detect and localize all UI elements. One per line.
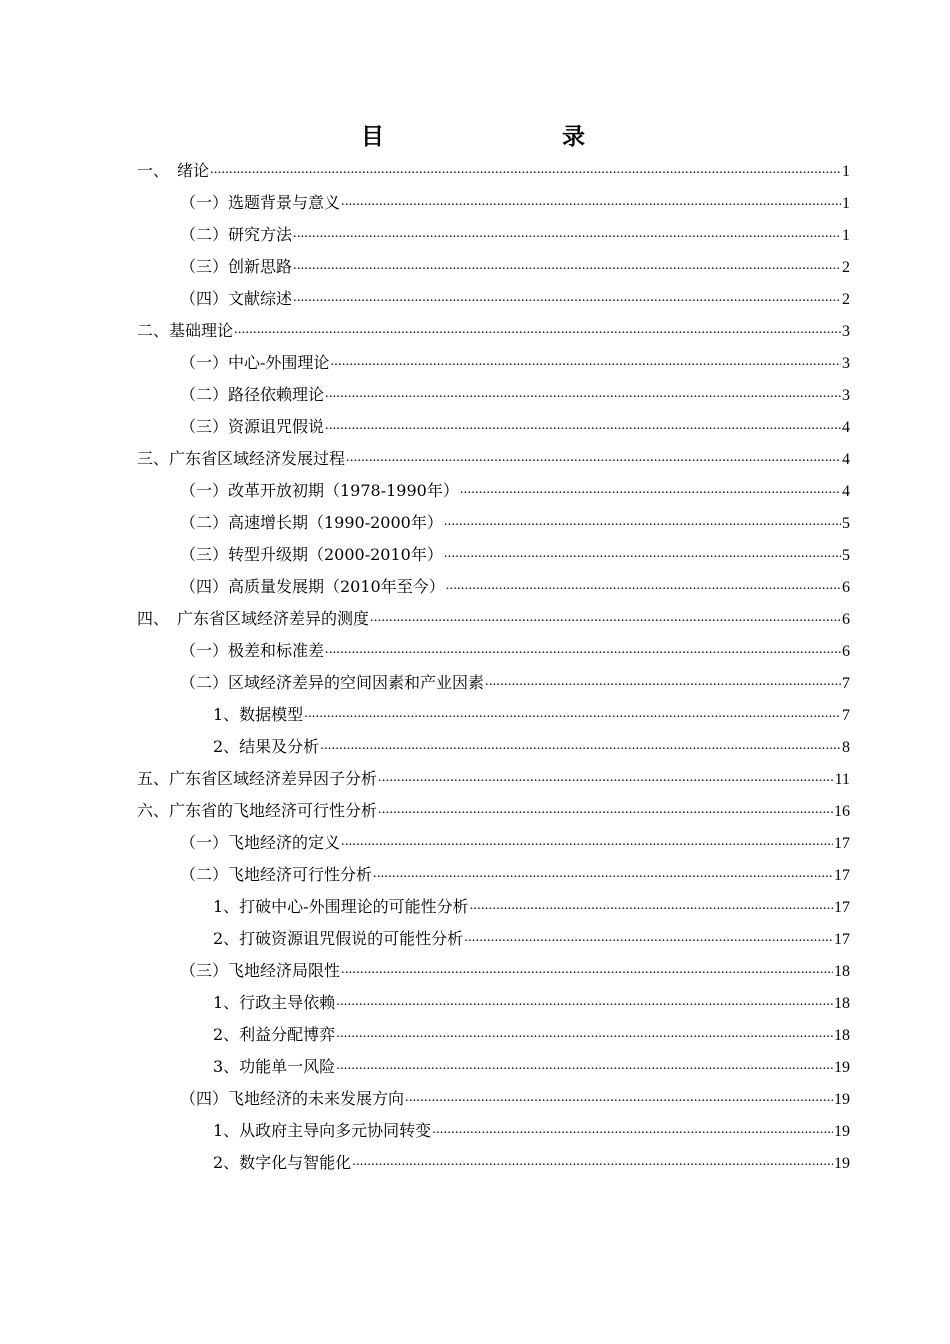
toc-dot-leader [352,1144,833,1178]
toc-entry[interactable] [137,955,850,987]
toc-dot-leader [320,728,841,762]
toc-entry-title: （三）飞地经济局限性 [180,961,341,980]
toc-entry[interactable] [137,251,850,283]
toc-dot-leader [330,344,841,378]
toc-dot-leader [373,856,833,890]
toc-dot-leader [341,184,841,218]
toc-entry-title: 1、从政府主导向多元协同转变 [213,1121,432,1140]
toc-entry-page-number: 17 [834,835,850,852]
toc-entry-page-number: 4 [842,419,850,436]
toc-dot-leader [336,984,833,1018]
toc-entry[interactable] [137,571,850,603]
toc-entry[interactable] [137,987,850,1019]
toc-dot-leader [336,1048,833,1082]
toc-entry-page-number: 17 [834,867,850,884]
toc-entry[interactable] [137,795,850,827]
toc-dot-leader [325,632,841,666]
toc-dot-leader [444,504,841,538]
toc-entry-title: （三）创新思路 [180,257,293,276]
toc-entry[interactable] [137,827,850,859]
toc-entry-page-number: 6 [842,579,850,596]
toc-dot-leader [405,1080,833,1114]
toc-entry-title: 2、结果及分析 [213,737,320,756]
toc-entry-page-number: 1 [842,227,850,244]
toc-dot-leader [341,824,833,858]
toc-entry-title: （三）资源诅咒假说 [180,417,325,436]
toc-dot-leader [346,440,841,474]
toc-entry-page-number: 19 [834,1155,850,1172]
toc-entry-title: 2、利益分配博弈 [213,1025,336,1044]
toc-entry[interactable] [137,443,850,475]
toc-entry[interactable] [137,667,850,699]
toc-entry-title: 1、数据模型 [213,705,304,724]
toc-entry-title: （一）极差和标准差 [180,641,325,660]
toc-dot-leader [293,280,841,314]
toc-dot-leader [460,472,841,506]
toc-entry-page-number: 11 [834,771,850,788]
toc-entry[interactable] [137,891,850,923]
toc-dot-leader [444,536,841,570]
toc-entry-page-number: 6 [842,643,850,660]
toc-entry-title: （二）路径依赖理论 [180,385,325,404]
toc-dot-leader [341,952,833,986]
toc-entry[interactable] [137,763,850,795]
toc-entry-page-number: 18 [834,995,850,1012]
toc-entry-page-number: 18 [834,963,850,980]
toc-entry[interactable] [137,859,850,891]
toc-entry-page-number: 3 [842,355,850,372]
toc-entry-page-number: 7 [842,707,850,724]
toc-entry-page-number: 5 [842,515,850,532]
toc-entry-title: （三）转型升级期（2000-2010年） [180,545,443,564]
toc-dot-leader [325,408,841,442]
toc-dot-leader [446,568,841,602]
toc-entry-title: 2、打破资源诅咒假说的可能性分析 [213,929,464,948]
toc-entry-page-number: 19 [834,1123,850,1140]
toc-entry-page-number: 3 [842,323,850,340]
toc-dot-leader [304,696,841,730]
toc-entry[interactable] [137,155,850,187]
toc-entry-page-number: 17 [834,899,850,916]
toc-dot-leader [464,920,833,954]
toc-entry[interactable] [137,283,850,315]
toc-dot-leader [234,312,841,346]
toc-entry[interactable] [137,731,850,763]
toc-entry-page-number: 2 [842,259,850,276]
toc-entry-page-number: 3 [842,387,850,404]
table-of-contents [137,155,850,1179]
toc-entry-page-number: 8 [842,739,850,756]
toc-dot-leader [293,248,841,282]
toc-dot-leader [210,152,841,186]
toc-entry[interactable] [137,635,850,667]
toc-entry-page-number: 16 [834,803,850,820]
toc-entry-title: （一）中心-外围理论 [180,353,330,372]
toc-entry-title: （一）选题背景与意义 [180,193,341,212]
toc-entry-title: 一、 绪论 [137,161,210,180]
toc-entry-page-number: 2 [842,291,850,308]
toc-dot-leader [370,600,841,634]
toc-entry[interactable] [137,411,850,443]
toc-dot-leader [336,1016,833,1050]
toc-entry-page-number: 19 [834,1091,850,1108]
toc-entry[interactable] [137,219,850,251]
toc-entry[interactable] [137,475,850,507]
toc-dot-leader [378,792,833,826]
toc-entry-page-number: 5 [842,547,850,564]
toc-entry[interactable] [137,1051,850,1083]
toc-entry[interactable] [137,507,850,539]
toc-entry-title: 2、数字化与智能化 [213,1153,352,1172]
toc-entry[interactable] [137,603,850,635]
toc-entry-title: （一）飞地经济的定义 [180,833,341,852]
toc-entry-page-number: 19 [834,1059,850,1076]
toc-entry-title: （四）高质量发展期（2010年至今） [180,577,445,596]
toc-entry-page-number: 7 [842,675,850,692]
toc-entry-title: 六、广东省的飞地经济可行性分析 [137,801,378,820]
toc-entry[interactable] [137,1019,850,1051]
toc-entry-page-number: 18 [834,1027,850,1044]
toc-entry-title: 五、广东省区域经济差异因子分析 [137,769,378,788]
toc-entry-title: （二）研究方法 [180,225,293,244]
toc-entry[interactable] [137,187,850,219]
toc-entry[interactable] [137,347,850,379]
toc-entry-title: 三、广东省区域经济发展过程 [137,449,346,468]
toc-entry-title: （二）飞地经济可行性分析 [180,865,373,884]
toc-entry-title: （一）改革开放初期（1978-1990年） [180,481,459,500]
toc-dot-leader [325,376,841,410]
toc-entry-title: 1、行政主导依赖 [213,993,336,1012]
toc-entry[interactable] [137,1083,850,1115]
toc-entry-title: （四）文献综述 [180,289,293,308]
toc-entry-page-number: 4 [842,483,850,500]
toc-entry-title: 四、 广东省区域经济差异的测度 [137,609,370,628]
toc-entry-page-number: 1 [842,163,850,180]
toc-entry-page-number: 1 [842,195,850,212]
toc-dot-leader [378,760,834,794]
toc-entry-title: （二）区域经济差异的空间因素和产业因素 [180,673,485,692]
toc-entry[interactable] [137,1115,850,1147]
toc-entry[interactable] [137,1147,850,1179]
toc-dot-leader [485,664,841,698]
toc-entry[interactable] [137,539,850,571]
toc-dot-leader [293,216,841,250]
toc-entry-title: 3、功能单一风险 [213,1057,336,1076]
toc-entry-page-number: 6 [842,611,850,628]
toc-entry[interactable] [137,923,850,955]
toc-entry-page-number: 4 [842,451,850,468]
toc-entry[interactable] [137,379,850,411]
toc-title: 目 录 [361,123,629,150]
toc-entry-title: 1、打破中心-外围理论的可能性分析 [213,897,469,916]
toc-dot-leader [432,1112,833,1146]
toc-entry-title: （二）高速增长期（1990-2000年） [180,513,443,532]
toc-entry-title: （四）飞地经济的未来发展方向 [180,1089,405,1108]
toc-dot-leader [470,888,833,922]
toc-entry-title: 二、基础理论 [137,321,234,340]
toc-entry[interactable] [137,699,850,731]
toc-entry[interactable] [137,315,850,347]
toc-entry-page-number: 17 [834,931,850,948]
